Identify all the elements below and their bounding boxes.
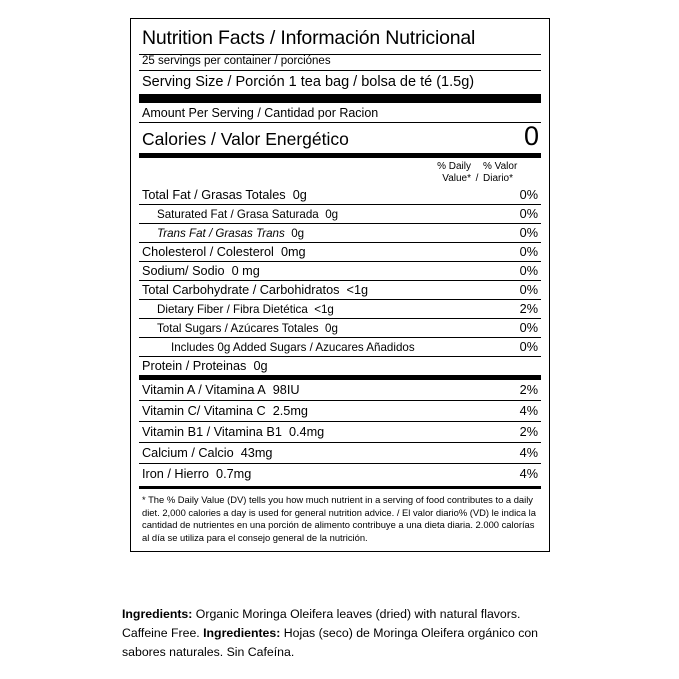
dv-header-left — [385, 161, 471, 184]
ingredients-heading-en: Ingredients: — [122, 607, 193, 621]
daily-value-footnote: * The % Daily Value (DV) tells you how much nutrient in a serving of food contributes to a daily diet. 2,000 calories a day is used for general nutrition advice. / El valor diario% (VD) le indica la cantidad de nutrientes en una porción de alimento contribuye a una dieta diaria. 2.000 calorías al día se utiliza para el consejo general de la nutrición. — [139, 486, 541, 545]
nutrient-amount: 0g — [253, 359, 268, 373]
table-row — [139, 338, 541, 357]
dv-header-slash: / — [475, 172, 479, 184]
nutrient-dv: 0% — [489, 243, 541, 262]
vitamin-amount: 43mg — [240, 446, 273, 460]
vitamin-label: Vitamin B1 / Vitamina B1 — [142, 425, 282, 439]
vitamin-amount: 0.4mg — [288, 425, 325, 439]
calories-label: Calories / Valor Energético — [142, 129, 349, 149]
vitamin-name — [139, 464, 489, 485]
table-row — [139, 422, 541, 443]
vitamins-section — [139, 375, 541, 484]
table-row — [139, 401, 541, 422]
table-row — [139, 281, 541, 300]
divider-thick-calories — [139, 94, 541, 103]
nutrient-label: Total Carbohydrate / Carbohidratos — [142, 283, 340, 297]
servings-per-container: 25 servings per container / porciónes — [142, 55, 331, 67]
nutrient-dv: 0% — [489, 205, 541, 224]
table-row — [139, 205, 541, 224]
table-row — [139, 380, 541, 401]
calories-value: 0 — [523, 121, 539, 151]
table-row — [139, 262, 541, 281]
nutrient-dv: 0% — [489, 319, 541, 338]
ingredients-block — [122, 605, 562, 662]
vitamin-dv: 2% — [489, 422, 541, 443]
vitamin-name — [139, 422, 489, 443]
nutrition-facts-panel — [130, 18, 550, 552]
nutrient-label: Saturated Fat / Grasa Saturada — [157, 208, 319, 221]
nutrient-amount: 0g — [325, 208, 339, 221]
vitamin-label: Vitamin A / Vitamina A — [142, 383, 266, 397]
dv-header-left-line1: % Daily — [437, 161, 471, 172]
vitamin-name — [139, 443, 489, 464]
nutrient-label: Cholesterol / Colesterol — [142, 245, 274, 259]
nutrient-name — [139, 205, 489, 224]
nutrient-amount: 0g — [325, 322, 338, 335]
nutrient-name — [139, 281, 489, 300]
nutrient-dv: 0% — [489, 224, 541, 243]
nutrient-name — [139, 338, 489, 357]
daily-value-header — [139, 158, 541, 186]
nutrient-dv — [489, 357, 541, 376]
vitamin-amount: 98IU — [272, 383, 300, 397]
nutrient-name — [139, 262, 489, 281]
panel-title: Nutrition Facts / Información Nutricional — [142, 27, 476, 49]
dv-header-right-line2: Diario* — [483, 172, 514, 184]
table-row — [139, 224, 541, 243]
vitamin-label: Calcium / Calcio — [142, 446, 234, 460]
nutrient-name — [139, 319, 489, 338]
nutrient-dv: 0% — [489, 281, 541, 300]
nutrient-label: Sodium/ Sodio — [142, 264, 225, 278]
nutrient-name — [139, 357, 489, 376]
nutrient-label: Trans Fat / Grasas Trans — [157, 227, 285, 240]
nutrient-label: Includes 0g Added Sugars / Azucares Añadidos — [171, 341, 415, 354]
vitamin-dv: 4% — [489, 401, 541, 422]
nutrient-name — [139, 300, 489, 319]
table-row — [139, 357, 541, 376]
ingredients-heading-es: Ingredientes: — [203, 626, 281, 641]
nutrient-amount: 0g — [292, 188, 307, 202]
table-row — [139, 300, 541, 319]
vitamin-dv: 4% — [489, 464, 541, 485]
nutrient-table — [139, 186, 541, 375]
nutrient-amount: <1g — [314, 303, 334, 316]
nutrient-dv: 0% — [489, 338, 541, 357]
vitamin-dv: 2% — [519, 383, 538, 397]
nutrient-label: Dietary Fiber / Fibra Dietética — [157, 303, 308, 316]
nutrient-dv: 0% — [489, 262, 541, 281]
vitamin-amount: 0.7mg — [216, 467, 252, 481]
nutrient-dv: 0% — [519, 188, 538, 202]
vitamin-amount: 2.5mg — [272, 404, 308, 418]
vitamin-label: Iron / Hierro — [142, 467, 209, 481]
serving-size: Serving Size / Porción 1 tea bag / bolsa de té (1.5g) — [142, 74, 475, 90]
dv-header-right — [483, 161, 539, 184]
table-row — [139, 464, 541, 485]
dv-header-left-line2: Value* — [442, 172, 471, 184]
calories-row — [139, 123, 541, 153]
dv-header-right-line1: % Valor — [483, 161, 518, 172]
nutrient-amount: 0 mg — [231, 264, 260, 278]
vitamin-label: Vitamin C/ Vitamina C — [142, 404, 266, 418]
vitamin-dv: 4% — [489, 443, 541, 464]
nutrient-amount: <1g — [346, 283, 369, 297]
nutrient-name — [139, 186, 489, 205]
vitamin-name — [139, 401, 489, 422]
nutrient-name — [139, 243, 489, 262]
table-row — [139, 186, 541, 205]
table-row — [139, 319, 541, 338]
table-row — [139, 243, 541, 262]
amount-per-serving: Amount Per Serving / Cantidad por Racion — [142, 106, 379, 120]
nutrient-amount: 0mg — [280, 245, 306, 259]
ingredients-text-en: Organic Moringa Oleifera leaves (dried) with natural flavors. Caffeine Free. — [122, 607, 521, 641]
table-row — [139, 443, 541, 464]
nutrient-dv: 2% — [489, 300, 541, 319]
nutrient-name — [139, 224, 489, 243]
nutrient-amount: 0g — [291, 227, 305, 240]
vitamin-table — [139, 380, 541, 484]
vitamin-name — [139, 380, 489, 401]
nutrient-label: Protein / Proteinas — [142, 359, 247, 373]
ingredients-text-es: Hojas (seco) de Moringa Oleifera orgánico con sabores naturales. Sin Cafeína. — [122, 626, 539, 660]
nutrient-label: Total Sugars / Azúcares Totales — [157, 322, 319, 335]
nutrient-label: Total Fat / Grasas Totales — [142, 188, 286, 202]
